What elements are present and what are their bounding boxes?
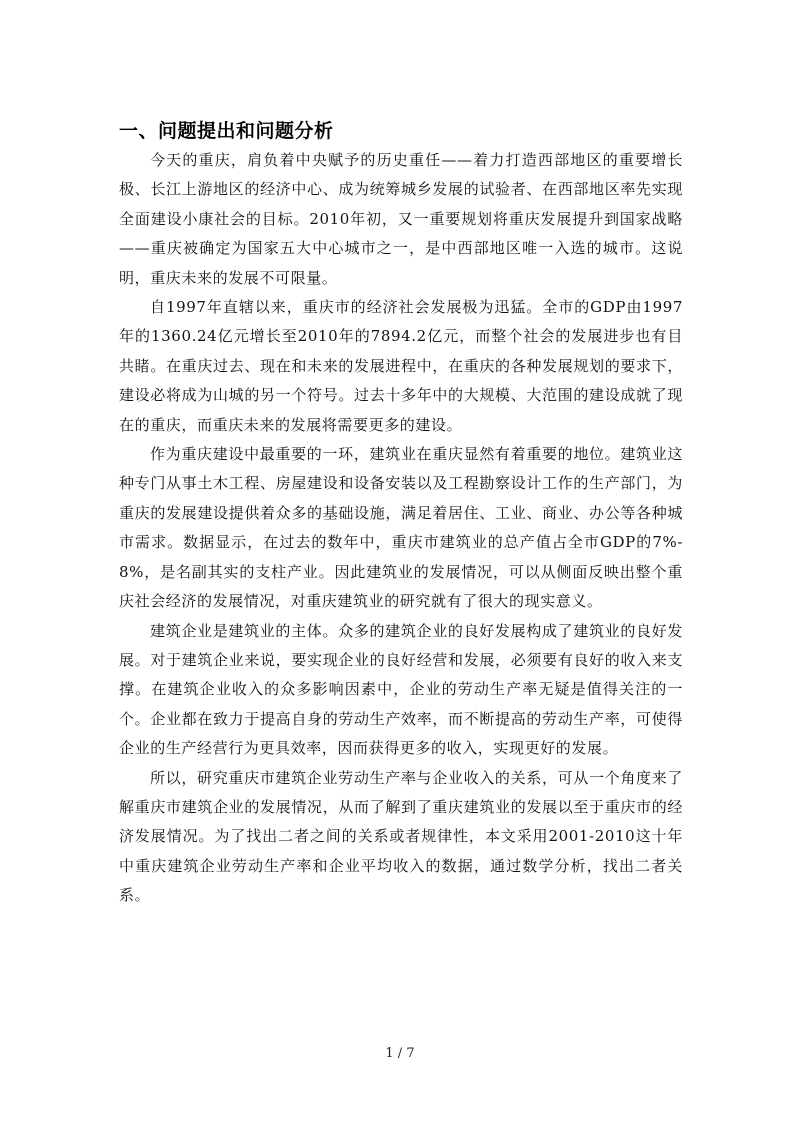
paragraph-2: 自1997年直辖以来，重庆市的经济社会发展极为迅猛。全市的GDP由1997年的1360.24亿元增长至2010年的7894.2亿元，而整个社会的发展进步也有目共睹。在重庆过去、现在和未来的发展进程中，在重庆的各种发展规划的要求下，建设必将成为山城的另一个符号。过去十多年中的大规模、大范围的建设成就了现在的重庆，而重庆未来的发展将需要更多的建设。 [119,298,683,434]
paragraph-1: 今天的重庆，肩负着中央赋予的历史重任——着力打造西部地区的重要增长极、长江上游地区的经济中心、成为统筹城乡发展的试验者、在西部地区率先实现全面建设小康社会的目标。2010年初，又一重要规划将重庆发展提升到国家战略——重庆被确定为国家五大中心城市之一，是中西部地区唯一入选的城市。这说明，重庆未来的发展不可限量。 [119,151,683,287]
page-number: 1 / 7 [385,1046,415,1061]
paragraph-3: 作为重庆建设中最重要的一环，建筑业在重庆显然有着重要的地位。建筑业这种专门从事土木工程、房屋建设和设备安装以及工程勘察设计工作的生产部门，为重庆的发展建设提供着众多的基础设施，满足着居住、工业、商业、办公等各种城市需求。数据显示，在过去的数年中，重庆市建筑业的总产值占全市GDP的7%-8%，是名副其实的支柱产业。因此建筑业的发展情况，可以从侧面反映出整个重庆社会经济的发展情况，对重庆建筑业的研究就有了很大的现实意义。 [119,445,683,611]
document-body [119,117,683,911]
section-heading: 一、问题提出和问题分析 [119,120,334,142]
paragraph-5: 所以，研究重庆市建筑企业劳动生产率与企业收入的关系，可从一个角度来了解重庆市建筑企业的发展情况，从而了解到了重庆建筑业的发展以至于重庆市的经济发展情况。为了找出二者之间的关系或者规律性，本文采用2001-2010这十年中重庆建筑企业劳动生产率和企业平均收入的数据，通过数学分析，找出二者关系。 [119,768,683,905]
paragraph-4: 建筑企业是建筑业的主体。众多的建筑企业的良好发展构成了建筑业的良好发展。对于建筑企业来说，要实现企业的良好经营和发展，必须要有良好的收入来支撑。在建筑企业收入的众多影响因素中，企业的劳动生产率无疑是值得关注的一个。企业都在致力于提高自身的劳动生产效率，而不断提高的劳动生产率，可使得企业的生产经营行为更具效率，因而获得更多的收入，实现更好的发展。 [119,621,683,758]
